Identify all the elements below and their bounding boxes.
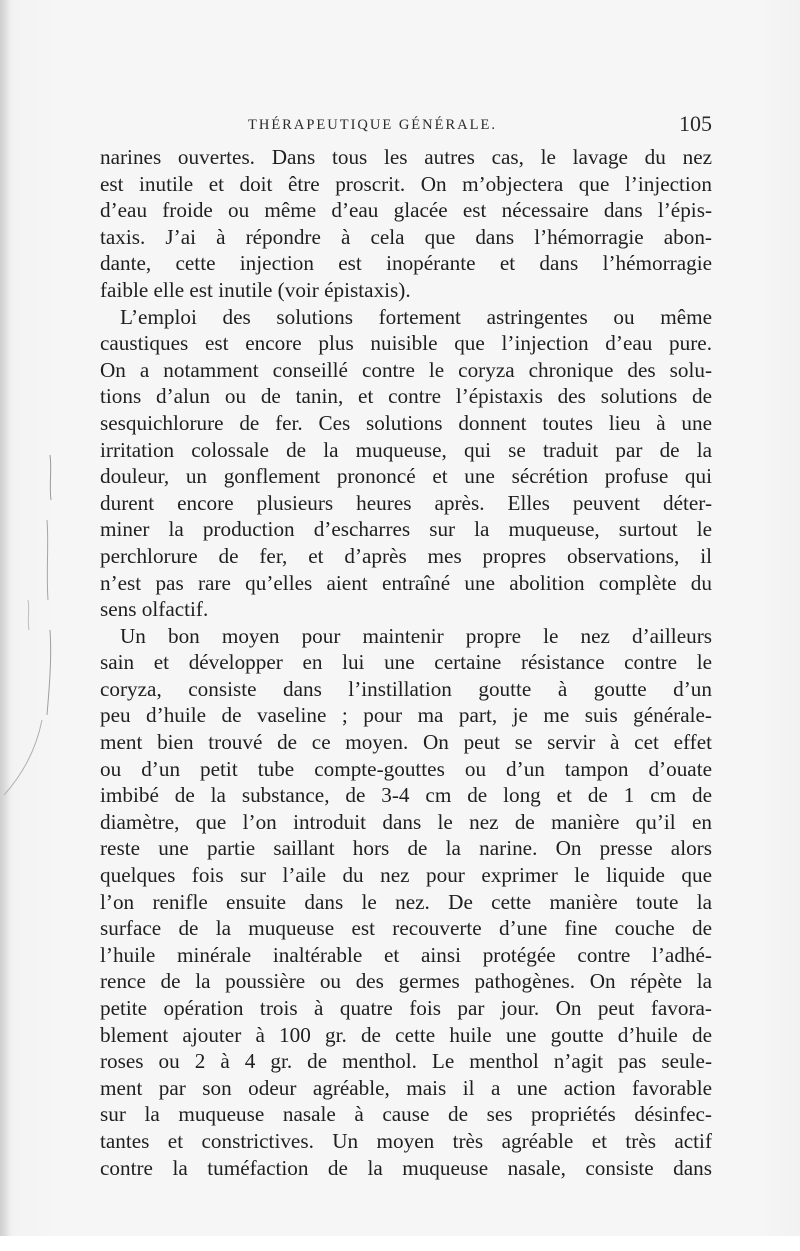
text-line: diamètre, que l’on introduit dans le nez de manière qu’il en [100, 809, 712, 834]
text-line: ment par son odeur agréable, mais il a une action favorable [100, 1075, 712, 1100]
text-line: On a notamment conseillé contre le coryza chronique des solu- [100, 357, 712, 382]
running-title: THÉRAPEUTIQUE GÉNÉRALE. [248, 117, 497, 133]
text-line: l’huile minérale inaltérable et ainsi protégée contre l’adhé- [100, 942, 712, 967]
text-line: rence de la poussière ou des germes pathogènes. On répète la [100, 969, 712, 994]
text-line: miner la production d’escharres sur la muqueuse, surtout le [100, 517, 712, 542]
text-line: dante, cette injection est inopérante et dans l’hémorragie [100, 251, 712, 276]
page-bottom-margin [0, 1236, 800, 1251]
text-line: faible elle est inutile (voir épistaxis). [100, 277, 411, 302]
running-header [100, 109, 712, 139]
text-line: irritation colossale de la muqueuse, qui se traduit par de la [100, 437, 712, 462]
text-line: peu d’huile de vaseline ; pour ma part, je me suis générale- [100, 703, 712, 728]
text-line: tions d’alun ou de tanin, et contre l’épistaxis des solutions de [100, 384, 712, 409]
text-line: roses ou 2 à 4 gr. de menthol. Le menthol n’agit pas seule- [100, 1049, 712, 1074]
text-line: caustiques est encore plus nuisible que l’injection d’eau pure. [100, 331, 712, 356]
text-line: est inutile et doit être proscrit. On m’objectera que l’injection [100, 171, 712, 196]
text-line: sur la muqueuse nasale à cause de ses propriétés désinfec- [100, 1102, 712, 1127]
text-line: l’on renifle ensuite dans le nez. De cette manière toute la [100, 889, 712, 914]
text-line: ou d’un petit tube compte-gouttes ou d’un tampon d’ouate [100, 756, 712, 781]
text-line: ment bien trouvé de ce moyen. On peut se servir à cet effet [100, 730, 712, 755]
text-line: tantes et constrictives. Un moyen très agréable et très actif [100, 1128, 712, 1153]
text-line: imbibé de la substance, de 3-4 cm de long et de 1 cm de [100, 783, 712, 808]
page-number: 105 [679, 111, 712, 136]
text-line: reste une partie saillant hors de la narine. On presse alors [100, 836, 712, 861]
text-line: douleur, un gonflement prononcé et une sécrétion profuse qui [100, 464, 712, 489]
text-line: narines ouvertes. Dans tous les autres cas, le lavage du nez [100, 145, 712, 169]
paragraph-start-line: Un bon moyen pour maintenir propre le nez d’ailleurs [120, 623, 712, 648]
text-line: quelques fois sur l’aile du nez pour exprimer le liquide que [100, 863, 712, 888]
text-line: petite opération trois à quatre fois par jour. On peut favora- [100, 996, 712, 1020]
text-line: blement ajouter à 100 gr. de cette huile une goutte d’huile de [100, 1022, 712, 1047]
paragraph-start-line: L’emploi des solutions fortement astringentes ou même [120, 304, 712, 329]
text-line: coryza, consiste dans l’instillation goutte à goutte d’un [100, 676, 712, 701]
text-line: sens olfactif. [100, 597, 209, 622]
text-line: contre la tuméfaction de la muqueuse nasale, consiste dans [100, 1155, 712, 1180]
body-text [100, 144, 712, 1181]
text-line: taxis. J’ai à répondre à cela que dans l’hémorragie abon- [100, 224, 712, 249]
text-line: sain et développer en lui une certaine résistance contre le [100, 650, 712, 675]
text-line: durent encore plusieurs heures après. Elles peuvent déter- [100, 490, 712, 515]
text-line: n’est pas rare qu’elles aient entraîné une abolition complète du [100, 570, 712, 595]
text-line: sesquichlorure de fer. Ces solutions donnent toutes lieu à une [100, 410, 712, 435]
text-line: perchlorure de fer, et d’après mes propres observations, il [100, 543, 712, 568]
text-line: d’eau froide ou même d’eau glacée est nécessaire dans l’épis- [100, 198, 712, 223]
text-line: surface de la muqueuse est recouverte d’une fine couche de [100, 916, 712, 941]
